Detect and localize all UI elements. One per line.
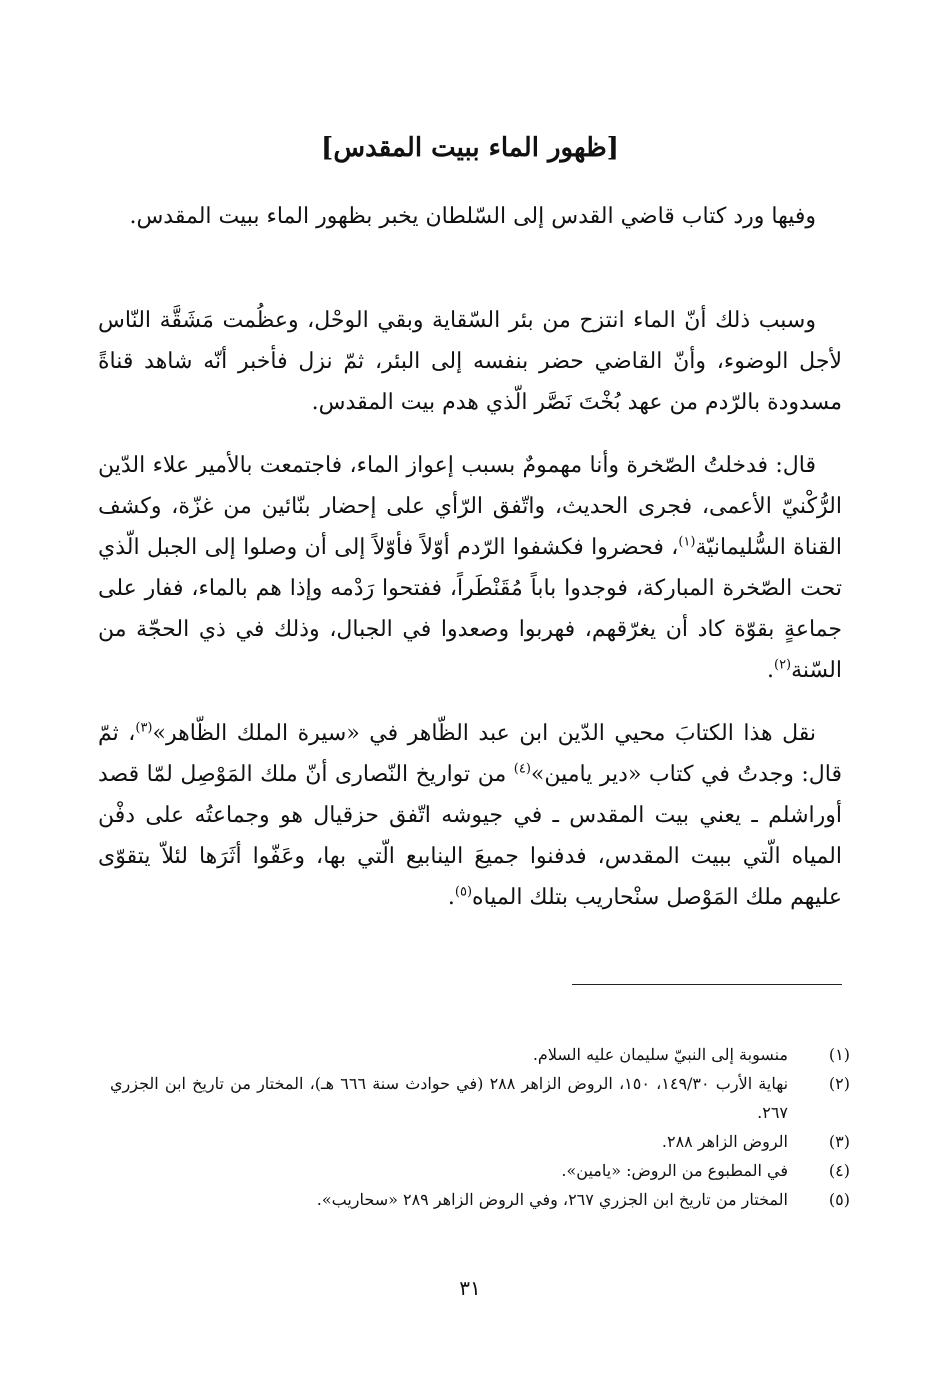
footnote-ref-2[interactable]: (٢) — [773, 657, 792, 673]
paragraph-1-text: وفيها ورد كتاب قاضي القدس إلى السّلطان يخبر بظهور الماء ببيت المقدس. — [129, 204, 816, 229]
footnote-separator — [572, 984, 842, 985]
paragraph-3-text-a: قال: فدخلتُ الصّخرة وأنا مهمومٌ بسبب إعواز الماء، فاجتمعت بالأمير علاء الدّين الرُّكْنيّ الأعمى، فجرى الحديث، واتّفق الرّأي على إحضار بنّائين من غزّة، وكشف القناة السُّليمانيّة — [98, 453, 842, 560]
footnote-item — [110, 1127, 850, 1156]
footnote-text: منسوبة إلى النبيّ سليمان عليه السلام. — [532, 1045, 788, 1064]
footnote-number: (٣) — [828, 1132, 850, 1151]
footnote-ref-4[interactable]: (٤) — [513, 761, 531, 777]
footnote-item — [110, 1040, 850, 1069]
paragraph-3-text-b: ، فحضروا فكشفوا الرّدم أوّلاً فأوّلاً إلى أن وصلوا إلى الجبل الّذي تحت الصّخرة المباركة، فوجدوا باباً مُقَنْطَراً، ففتحوا رَدْمه وإذا هم بالماء، ففار على جماعةٍ بقوّة كاد أن يغرّقهم، فهربوا وصعدوا في الجبال، وذلك في ذي الحجّة من السّنة — [98, 535, 842, 683]
footnote-ref-3[interactable]: (٣) — [135, 720, 153, 736]
footnote-text: الروض الزاهر ٢٨٨. — [661, 1132, 788, 1151]
paragraph-4 — [98, 713, 842, 918]
footnote-number: (٤) — [828, 1161, 850, 1180]
page-number: ٣١ — [459, 1276, 481, 1300]
footnote-text: في المطبوع من الروض: «يامين». — [561, 1161, 788, 1180]
footnote-item — [110, 1185, 850, 1214]
paragraph-3-text-c: . — [766, 658, 774, 683]
footnotes-list — [110, 1040, 850, 1214]
paragraph-4-text-a: نقل هذا الكتابَ محيي الدّين ابن عبد الظّاهر في «سيرة الملك الظّاهر» — [152, 721, 817, 746]
paragraph-4-text-c: من تواريخ النّصارى أنّ ملك المَوْصِل لمّا قصد أوراشلم ـ يعني بيت المقدس ـ في جيوشه اتّفق حزقيال هو وجماعتُه على دفْن المياه الّتي ببيت المقدس، فدفنوا جميعَ الينابيع الّتي بها، وعَفّوا أثَرَها لئلاّ يتقوّى عليهم ملك المَوْصل سنْحاريب بتلك المياه — [98, 762, 842, 910]
section-title: [ظهور الماء ببيت المقدس] — [321, 133, 619, 163]
footnote-item — [110, 1156, 850, 1185]
footnote-item — [110, 1069, 850, 1127]
footnote-text: نهاية الأرب ١٤٩/٣٠، ١٥٠، الروض الزاهر ٢٨٨ (في حوادث سنة ٦٦٦ هـ)، المختار من تاريخ ابن الجزري ٢٦٧. — [110, 1074, 789, 1122]
paragraph-2 — [98, 300, 842, 423]
footnote-number: (٢) — [828, 1074, 850, 1093]
paragraph-1 — [98, 196, 842, 237]
paragraph-4-text-d: . — [447, 885, 455, 910]
footnote-number: (١) — [828, 1045, 850, 1064]
footnote-ref-1[interactable]: (١) — [678, 534, 696, 550]
footnote-ref-5[interactable]: (٥) — [454, 884, 473, 900]
footnote-number: (٥) — [828, 1190, 850, 1209]
paragraph-3 — [98, 445, 842, 691]
paragraph-4-text-b: ، ثمّ قال: وجدتُ في كتاب «دير يامين» — [98, 721, 842, 787]
footnote-text: المختار من تاريخ ابن الجزري ٢٦٧، وفي الروض الزاهر ٢٨٩ «سحاريب». — [316, 1190, 788, 1209]
paragraph-2-text: وسبب ذلك أنّ الماء انتزح من بئر السّقاية وبقي الوحْل، وعظُمت مَشَقَّة النّاس لأجل الوضوء، وأنّ القاضي حضر بنفسه إلى البئر، ثمّ نزل فأخبر أنّه شاهد قناةً مسدودة بالرّدم من عهد بُخْتَ نَصَّر الّذي هدم بيت المقدس. — [98, 308, 842, 415]
